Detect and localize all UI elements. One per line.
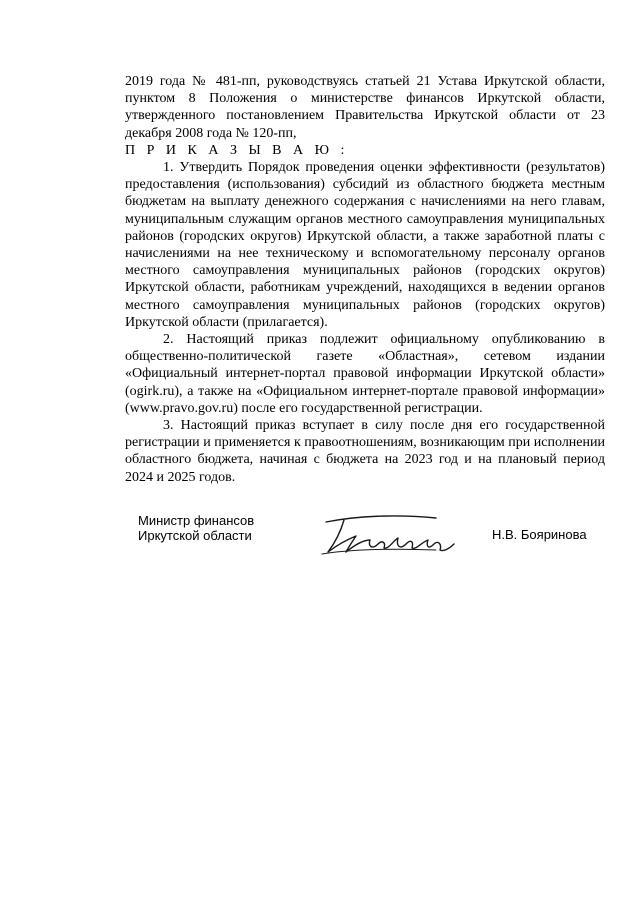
order-item-2: 2. Настоящий приказ подлежит официальному опубликованию в общественно-политической газете «Областная», сетевом издании «Официальный интернет-портал правовой информации Иркутской области» (ogirk.ru), а также на «Официальном интернет-портале правовой информации» (www.pravo.gov.ru) после его государственной регистрации.	[125, 332, 605, 416]
signatory-position	[138, 513, 254, 543]
order-heading: П Р И К А З Ы В А Ю :	[125, 142, 349, 158]
preamble-paragraph: 2019 года № 481-пп, руководствуясь статьей 21 Устава Иркутской области, пунктом 8 Положения о министерстве финансов Иркутской области, утвержденного постановлением Правительства Иркутской области от 23 декабря 2008 года № 120-пп,	[125, 74, 605, 141]
position-line-1: Министр финансов	[138, 513, 255, 528]
signatory-name: Н.В. Бояринова	[492, 527, 587, 542]
document-body	[125, 73, 605, 486]
order-item-1: 1. Утвердить Порядок проведения оценки эффективности (результатов) предоставления (использования) субсидий из областного бюджета местным бюджетам на выплату денежного содержания с начислениями на него главам, муниципальным служащим органов местного самоуправления муниципальных районов (городских округов) Иркутской области, а также заработной платы с начислениями на нее техническому и вспомогательному персоналу органов местного самоуправления муниципальных районов (городских округов) Иркутской области, работникам учреждений, находящихся в ведении органов местного самоуправления муниципальных районов (городских округов) Иркутской области (прилагается).	[125, 160, 605, 330]
order-item-3: 3. Настоящий приказ вступает в силу после дня его государственной регистрации и применяется к правоотношениям, возникающим при исполнении областного бюджета, начиная с бюджета на 2023 год и на плановый период 2024 и 2025 годов.	[125, 418, 605, 485]
handwritten-signature	[316, 510, 462, 560]
position-line-2: Иркутской области	[138, 528, 252, 543]
